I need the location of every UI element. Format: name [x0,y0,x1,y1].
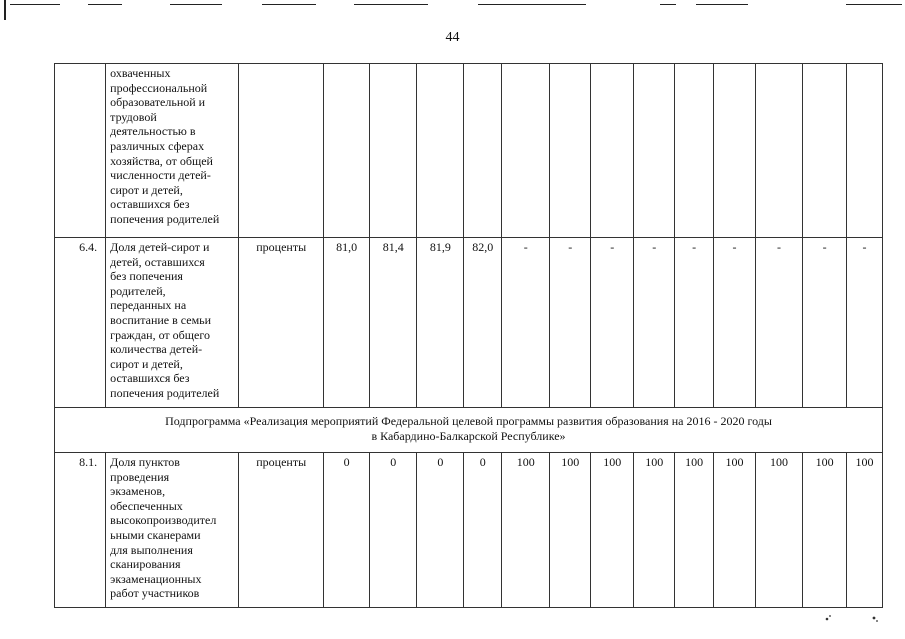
indicator-name-line: детей, оставшихся [110,254,205,269]
indicator-name-line: трудовой [110,109,157,124]
value-cell [324,64,370,238]
value-cell [591,64,634,238]
indicator-name-line: деятельностью в [110,124,196,139]
value-cell [847,64,883,238]
scan-mark [660,4,676,5]
value-cell: 100 [847,453,883,608]
value-cell: 100 [502,453,550,608]
indicator-name-line: сирот и детей, [110,182,183,197]
indicator-name-line: попечения родителей [110,385,220,400]
value-cell [464,64,502,238]
value-cell: 0 [417,453,464,608]
scan-speck-marks [815,605,885,635]
value-cell [550,64,591,238]
value-cell: 0 [370,453,417,608]
unit-cell: проценты [239,238,324,408]
indicator-name-line: воспитание в семьи [110,312,212,327]
value-cell [370,64,417,238]
indicator-name-line: Доля детей-сирот и [110,240,210,254]
indicator-name-cell [106,453,239,608]
value-cell [756,64,803,238]
value-cell: 100 [714,453,756,608]
value-cell: 100 [550,453,591,608]
value-cell: - [634,238,675,408]
value-cell: 100 [634,453,675,608]
indicator-name-line: переданных на [110,298,187,313]
unit-cell [239,64,324,238]
table-row [55,238,883,408]
value-cell [502,64,550,238]
indicator-name-line: оставшихся без [110,371,190,386]
value-cell: 81,9 [417,238,464,408]
indicator-name-line: сканирования [110,557,181,572]
page-number: 44 [445,30,460,45]
indicator-name-line: высокопроизводител [110,513,217,528]
subprogram-row [55,408,883,453]
scan-mark [478,4,586,5]
indicators-table [54,63,883,608]
value-cell: - [550,238,591,408]
scan-speck [829,615,831,617]
indicator-name-line: хозяйства, от общей [110,153,213,168]
unit-cell: проценты [239,453,324,608]
indicator-name-line: работ участников [110,586,200,601]
indicator-name-line: обеспеченных [110,498,183,513]
scan-mark [696,4,748,5]
row-number-cell: 6.4. [55,238,106,408]
indicator-name-line: экзаменов, [110,484,166,499]
scan-edge-mark [4,0,6,20]
indicator-name-line: экзаменационных [110,571,202,586]
value-cell [675,64,714,238]
value-cell [417,64,464,238]
value-cell: 100 [756,453,803,608]
value-cell: 81,0 [324,238,370,408]
scan-mark [262,4,316,5]
value-cell: - [502,238,550,408]
value-cell: 100 [675,453,714,608]
value-cell [714,64,756,238]
indicator-name-line: попечения родителей [110,211,220,226]
scan-mark [88,4,122,5]
value-cell: - [591,238,634,408]
value-cell: 81,4 [370,238,417,408]
indicator-name-line: количества детей- [110,342,203,357]
indicator-name-line: для выполнения [110,542,193,557]
scan-mark [846,4,902,5]
subprogram-title-cell [55,408,883,453]
value-cell: - [847,238,883,408]
scan-speck [876,620,878,622]
value-cell: 82,0 [464,238,502,408]
indicator-name-line: различных сферах [110,138,205,153]
row-number-cell [55,64,106,238]
indicator-name-line: сирот и детей, [110,356,183,371]
value-cell: 100 [803,453,847,608]
scan-mark [354,4,428,5]
indicator-name-cell [106,238,239,408]
scan-header-marks [0,0,905,10]
indicator-name-line: профессиональной [110,80,208,95]
indicator-name-line: граждан, от общего [110,327,210,342]
table-row [55,64,883,238]
value-cell: - [675,238,714,408]
value-cell: - [756,238,803,408]
subprogram-title-line: в Кабардино-Балкарской Республике» [371,429,566,443]
indicator-name-line: охваченных [110,66,171,80]
scan-mark [170,4,222,5]
indicator-name-line: проведения [110,469,170,484]
value-cell: - [714,238,756,408]
table-row [55,453,883,608]
scan-speck [826,618,829,621]
value-cell: 0 [324,453,370,608]
indicator-name-line: родителей, [110,283,166,298]
indicator-name-line: ьными сканерами [110,527,201,542]
indicator-name-line: образовательной и [110,95,206,110]
indicator-name-line: оставшихся без [110,197,190,212]
value-cell: 100 [591,453,634,608]
indicator-name-cell [106,64,239,238]
value-cell: 0 [464,453,502,608]
subprogram-title-line: Подпрограмма «Реализация мероприятий Федеральной целевой программы развития образования на 2016 - 2020 годы [165,414,772,428]
indicator-name-line: численности детей- [110,168,211,183]
row-number-cell: 8.1. [55,453,106,608]
indicator-name-line: без попечения [110,269,183,284]
scan-speck [873,617,876,620]
value-cell [803,64,847,238]
indicator-name-line: Доля пунктов [110,455,180,469]
value-cell [634,64,675,238]
value-cell: - [803,238,847,408]
scan-mark [10,4,60,5]
